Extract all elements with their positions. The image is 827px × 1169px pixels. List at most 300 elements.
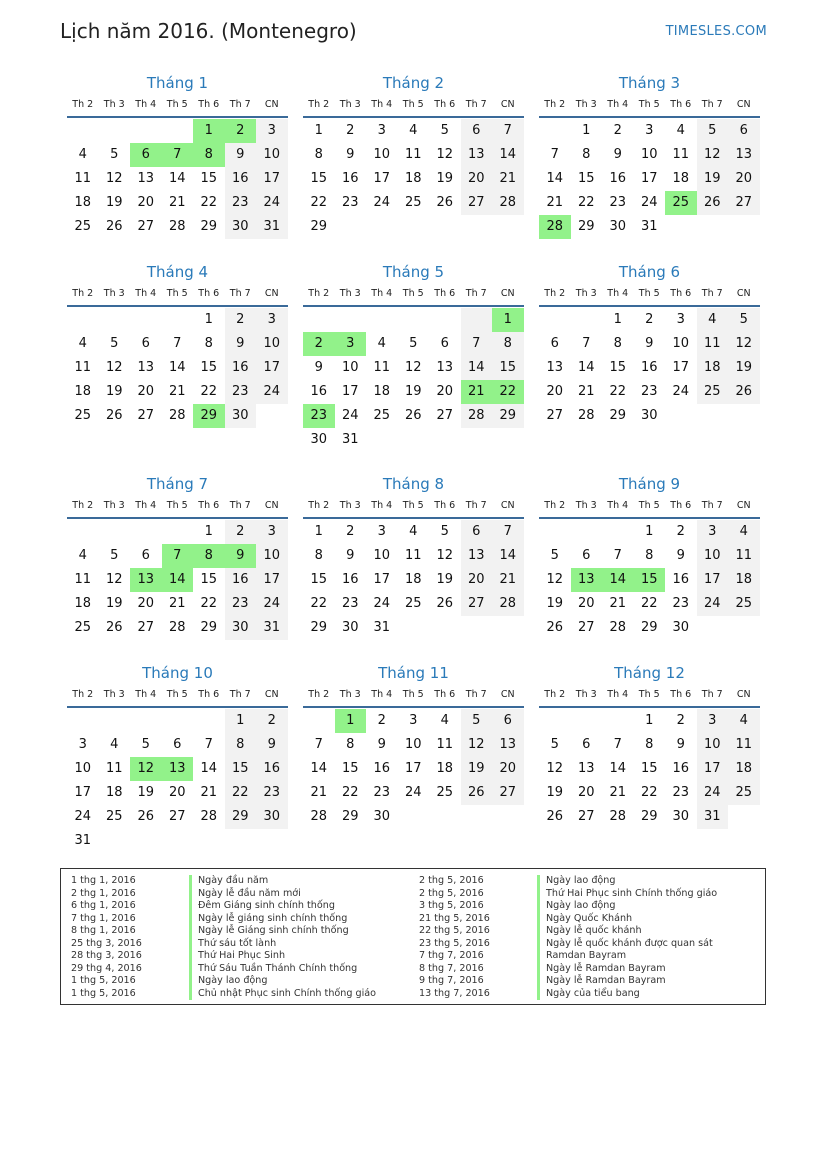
day-cell: 25 <box>404 195 422 210</box>
day-cell: 15 <box>310 572 328 587</box>
day-cell: 26 <box>697 191 729 215</box>
weekday-header <box>303 495 524 519</box>
legend-date: 23 thg 5, 2016 <box>419 937 490 949</box>
day-cell: 4 <box>409 524 418 539</box>
weekday-label: Th 3 <box>339 288 361 299</box>
day-cell: 6 <box>550 336 559 351</box>
day-cell: 7 <box>492 119 524 143</box>
day-cell: 14 <box>546 171 564 186</box>
empty-cell <box>461 428 493 452</box>
weekday-label: Th 3 <box>103 500 125 511</box>
day-cell: 10 <box>373 548 391 563</box>
day-cell: 19 <box>546 785 564 800</box>
empty-cell <box>366 428 398 452</box>
day-cell: 20 <box>436 384 454 399</box>
weekday-label: Th 3 <box>339 689 361 700</box>
day-cell: 29 <box>640 620 658 635</box>
day-cell: 26 <box>728 380 760 404</box>
day-cell: 6 <box>582 548 591 563</box>
day-cell: 16 <box>640 360 658 375</box>
day-cell: 14 <box>602 568 634 592</box>
weekday-label: Th 4 <box>607 689 629 700</box>
legend-holiday-name: Ngày lao động <box>537 900 615 913</box>
empty-cell <box>665 404 697 428</box>
weekday-label: Th 6 <box>434 288 456 299</box>
day-cell: 30 <box>341 620 359 635</box>
day-cell: 14 <box>492 544 524 568</box>
day-grid <box>303 308 524 452</box>
month-name: Tháng 9 <box>618 475 681 493</box>
weekday-label: Th 5 <box>402 500 424 511</box>
month-block <box>303 261 524 452</box>
empty-cell <box>99 709 131 733</box>
day-cell: 31 <box>256 215 288 239</box>
day-cell: 5 <box>440 123 449 138</box>
day-cell: 11 <box>74 171 92 186</box>
day-cell: 12 <box>728 332 760 356</box>
legend-holiday-name: Ngày lễ Ramdan Bayram <box>537 963 666 976</box>
day-cell: 13 <box>728 143 760 167</box>
empty-cell <box>162 308 194 332</box>
day-cell: 7 <box>314 737 323 752</box>
day-cell: 26 <box>137 809 155 824</box>
day-cell: 11 <box>404 147 422 162</box>
day-cell: 22 <box>200 596 218 611</box>
weekday-label: Th 4 <box>135 288 157 299</box>
weekday-label: Th 4 <box>371 500 393 511</box>
month-name: Tháng 10 <box>142 664 213 682</box>
day-cell: 2 <box>676 713 685 728</box>
weekday-label: Th 5 <box>402 689 424 700</box>
day-cell: 6 <box>141 548 150 563</box>
day-cell: 14 <box>200 761 218 776</box>
day-cell: 26 <box>461 781 493 805</box>
day-cell: 24 <box>256 191 288 215</box>
day-cell: 24 <box>373 195 391 210</box>
day-cell: 3 <box>697 520 729 544</box>
empty-cell <box>665 215 697 239</box>
weekday-label: Th 3 <box>575 288 597 299</box>
legend-holiday-name: Ngày lễ quốc khánh được quan sát <box>537 938 713 951</box>
day-cell: 27 <box>492 781 524 805</box>
day-cell: 9 <box>225 143 257 167</box>
weekday-label: Th 4 <box>607 99 629 110</box>
empty-cell <box>571 520 603 544</box>
day-cell: 1 <box>204 524 213 539</box>
day-cell: 3 <box>409 713 418 728</box>
weekday-label: Th 3 <box>575 500 597 511</box>
day-cell: 2 <box>377 713 386 728</box>
month-name: Tháng 6 <box>618 263 681 281</box>
weekday-header <box>303 283 524 307</box>
month-name: Tháng 11 <box>378 664 449 682</box>
weekday-label: Th 6 <box>198 288 220 299</box>
weekday-label: CN <box>500 500 515 511</box>
day-cell: 9 <box>676 548 685 563</box>
weekday-label: Th 5 <box>166 689 188 700</box>
day-cell: 12 <box>130 757 162 781</box>
month-block <box>303 662 524 829</box>
day-cell: 8 <box>225 733 257 757</box>
empty-cell <box>728 404 760 428</box>
day-cell: 12 <box>105 572 123 587</box>
weekday-label: Th 3 <box>339 99 361 110</box>
day-cell: 9 <box>377 737 386 752</box>
day-cell: 13 <box>577 761 595 776</box>
weekday-label: Th 2 <box>544 500 566 511</box>
weekday-header <box>539 283 760 307</box>
empty-cell <box>429 616 461 640</box>
day-cell: 16 <box>225 356 257 380</box>
weekday-label: Th 5 <box>166 288 188 299</box>
day-cell: 4 <box>409 123 418 138</box>
day-cell: 4 <box>377 336 386 351</box>
day-cell: 13 <box>461 143 493 167</box>
weekday-label: Th 4 <box>607 500 629 511</box>
weekday-label: Th 2 <box>72 99 94 110</box>
day-cell: 14 <box>310 761 328 776</box>
day-cell: 1 <box>204 312 213 327</box>
day-cell: 16 <box>341 572 359 587</box>
weekday-label: Th 5 <box>638 288 660 299</box>
weekday-label: Th 6 <box>670 500 692 511</box>
day-cell: 4 <box>78 336 87 351</box>
weekday-label: Th 3 <box>103 99 125 110</box>
day-cell: 17 <box>341 384 359 399</box>
day-cell: 27 <box>728 191 760 215</box>
day-cell: 22 <box>310 596 328 611</box>
day-cell: 24 <box>74 809 92 824</box>
day-cell: 21 <box>577 384 595 399</box>
day-cell: 5 <box>697 119 729 143</box>
weekday-header <box>539 94 760 118</box>
day-grid <box>539 520 760 640</box>
day-cell: 2 <box>346 123 355 138</box>
day-cell: 8 <box>645 737 654 752</box>
day-cell: 28 <box>539 215 571 239</box>
weekday-label: Th 7 <box>465 500 487 511</box>
weekday-label: Th 6 <box>434 99 456 110</box>
day-cell: 1 <box>582 123 591 138</box>
day-cell: 27 <box>461 191 493 215</box>
day-cell: 3 <box>78 737 87 752</box>
day-cell: 14 <box>168 360 186 375</box>
weekday-label: Th 6 <box>198 689 220 700</box>
weekday-label: Th 4 <box>371 689 393 700</box>
day-cell: 12 <box>436 548 454 563</box>
day-cell: 5 <box>550 737 559 752</box>
weekday-label: CN <box>736 99 751 110</box>
empty-cell <box>492 428 524 452</box>
day-cell: 23 <box>640 384 658 399</box>
day-cell: 16 <box>256 757 288 781</box>
day-cell: 28 <box>168 219 186 234</box>
day-cell: 17 <box>697 568 729 592</box>
day-cell: 23 <box>303 404 335 428</box>
day-cell: 18 <box>728 757 760 781</box>
day-cell: 7 <box>173 336 182 351</box>
day-cell: 26 <box>436 596 454 611</box>
day-cell: 11 <box>74 572 92 587</box>
empty-cell <box>398 428 430 452</box>
day-cell: 10 <box>341 360 359 375</box>
weekday-label: Th 4 <box>371 288 393 299</box>
legend-holiday-name: Ramdan Bayram <box>537 950 626 963</box>
legend-holiday-name: Ngày của tiểu bang <box>537 988 640 1001</box>
day-cell: 4 <box>728 709 760 733</box>
weekday-header <box>303 684 524 708</box>
day-cell: 17 <box>697 757 729 781</box>
day-cell: 10 <box>697 733 729 757</box>
empty-cell <box>728 616 760 640</box>
weekday-label: Th 4 <box>135 500 157 511</box>
day-cell: 21 <box>168 195 186 210</box>
weekday-label: Th 3 <box>103 689 125 700</box>
day-cell: 22 <box>225 781 257 805</box>
day-cell: 15 <box>492 356 524 380</box>
empty-cell <box>539 308 571 332</box>
day-grid <box>67 709 288 853</box>
legend-date: 25 thg 3, 2016 <box>71 937 142 949</box>
empty-cell <box>130 119 162 143</box>
weekday-label: Th 5 <box>638 689 660 700</box>
weekday-label: Th 5 <box>402 99 424 110</box>
day-cell: 22 <box>577 195 595 210</box>
legend-holiday-name: Ngày lễ quốc khánh <box>537 925 642 938</box>
day-cell: 12 <box>546 572 564 587</box>
legend-date: 8 thg 1, 2016 <box>71 925 136 936</box>
day-cell: 30 <box>225 404 257 428</box>
day-cell: 14 <box>162 568 194 592</box>
empty-cell <box>366 308 398 332</box>
day-cell: 12 <box>546 761 564 776</box>
day-cell: 14 <box>168 171 186 186</box>
day-cell: 19 <box>404 384 422 399</box>
day-cell: 18 <box>404 171 422 186</box>
day-cell: 1 <box>314 524 323 539</box>
legend-date: 7 thg 1, 2016 <box>71 912 136 924</box>
weekday-label: CN <box>736 689 751 700</box>
empty-cell <box>99 119 131 143</box>
day-cell: 9 <box>613 147 622 162</box>
day-cell: 28 <box>609 809 627 824</box>
day-cell: 20 <box>461 568 493 592</box>
day-cell: 30 <box>672 620 690 635</box>
empty-cell <box>492 616 524 640</box>
legend-holiday-name: Ngày Quốc Khánh <box>537 913 632 926</box>
day-cell: 23 <box>672 785 690 800</box>
month-name: Tháng 3 <box>618 74 681 92</box>
month-block <box>67 662 288 853</box>
legend-date: 21 thg 5, 2016 <box>419 912 490 924</box>
day-cell: 9 <box>256 733 288 757</box>
day-cell: 7 <box>582 336 591 351</box>
weekday-label: Th 6 <box>670 99 692 110</box>
day-cell: 24 <box>341 408 359 423</box>
day-cell: 24 <box>256 380 288 404</box>
day-cell: 5 <box>110 336 119 351</box>
weekday-label: CN <box>500 99 515 110</box>
day-cell: 7 <box>492 520 524 544</box>
empty-cell <box>162 709 194 733</box>
day-cell: 24 <box>404 785 422 800</box>
empty-cell <box>697 404 729 428</box>
day-cell: 10 <box>256 544 288 568</box>
empty-cell <box>99 829 131 853</box>
day-cell: 17 <box>256 356 288 380</box>
weekday-label: Th 7 <box>701 689 723 700</box>
day-cell: 23 <box>341 195 359 210</box>
day-cell: 21 <box>200 785 218 800</box>
day-cell: 13 <box>546 360 564 375</box>
day-cell: 27 <box>137 620 155 635</box>
day-cell: 16 <box>672 761 690 776</box>
month-block <box>67 473 288 640</box>
day-cell: 1 <box>645 713 654 728</box>
day-cell: 15 <box>310 171 328 186</box>
day-grid <box>539 308 760 428</box>
day-cell: 12 <box>105 360 123 375</box>
empty-cell <box>67 308 99 332</box>
day-cell: 24 <box>672 384 690 399</box>
weekday-header <box>303 94 524 118</box>
month-block <box>539 662 760 829</box>
day-cell: 6 <box>461 520 493 544</box>
day-cell: 12 <box>461 733 493 757</box>
legend-holiday-name: Ngày lễ giáng sinh chính thống <box>189 913 347 926</box>
day-cell: 23 <box>672 596 690 611</box>
month-name: Tháng 2 <box>382 74 445 92</box>
day-cell: 31 <box>697 805 729 829</box>
empty-cell <box>67 119 99 143</box>
legend-date: 7 thg 7, 2016 <box>419 950 484 961</box>
empty-cell <box>398 215 430 239</box>
day-cell: 29 <box>640 809 658 824</box>
day-grid <box>303 119 524 239</box>
day-cell: 22 <box>200 384 218 399</box>
day-cell: 30 <box>225 215 257 239</box>
empty-cell <box>461 308 493 332</box>
day-cell: 8 <box>346 737 355 752</box>
month-name: Tháng 7 <box>146 475 209 493</box>
day-cell: 14 <box>461 356 493 380</box>
day-cell: 5 <box>141 737 150 752</box>
day-cell: 2 <box>256 709 288 733</box>
day-cell: 15 <box>640 761 658 776</box>
legend-date: 2 thg 5, 2016 <box>419 875 484 886</box>
day-cell: 8 <box>193 143 225 167</box>
day-cell: 12 <box>697 143 729 167</box>
weekday-label: Th 3 <box>575 689 597 700</box>
day-cell: 6 <box>440 336 449 351</box>
day-cell: 27 <box>168 809 186 824</box>
weekday-label: Th 5 <box>638 500 660 511</box>
weekday-label: Th 2 <box>544 99 566 110</box>
day-cell: 10 <box>256 143 288 167</box>
day-cell: 23 <box>373 785 391 800</box>
day-cell: 8 <box>492 332 524 356</box>
day-cell: 14 <box>577 360 595 375</box>
day-cell: 30 <box>373 809 391 824</box>
legend-holiday-name: Thứ Hai Phục Sinh <box>189 950 285 963</box>
site-brand-link[interactable]: TIMESLES.COM <box>665 24 767 39</box>
day-grid <box>67 520 288 640</box>
day-cell: 11 <box>697 332 729 356</box>
day-cell: 13 <box>571 568 603 592</box>
day-grid <box>539 119 760 239</box>
day-cell: 25 <box>436 785 454 800</box>
weekday-header <box>67 684 288 708</box>
day-cell: 2 <box>225 119 257 143</box>
weekday-label: Th 6 <box>198 500 220 511</box>
legend-date: 29 thg 4, 2016 <box>71 962 142 974</box>
day-cell: 17 <box>256 568 288 592</box>
day-cell: 27 <box>546 408 564 423</box>
day-cell: 15 <box>200 360 218 375</box>
day-cell: 23 <box>225 191 257 215</box>
empty-cell <box>461 215 493 239</box>
day-cell: 18 <box>74 195 92 210</box>
day-cell: 30 <box>640 408 658 423</box>
empty-cell <box>67 520 99 544</box>
weekday-label: CN <box>264 288 279 299</box>
day-cell: 18 <box>697 356 729 380</box>
weekday-label: Th 7 <box>229 500 251 511</box>
day-cell: 2 <box>676 524 685 539</box>
day-cell: 8 <box>193 544 225 568</box>
legend-holiday-name: Ngày lao động <box>537 875 615 888</box>
day-cell: 8 <box>582 147 591 162</box>
day-cell: 2 <box>346 524 355 539</box>
empty-cell <box>162 520 194 544</box>
day-cell: 30 <box>310 432 328 447</box>
day-cell: 12 <box>436 147 454 162</box>
day-cell: 24 <box>640 195 658 210</box>
day-cell: 15 <box>634 568 666 592</box>
empty-cell <box>99 308 131 332</box>
day-cell: 28 <box>200 809 218 824</box>
day-cell: 13 <box>461 544 493 568</box>
day-cell: 19 <box>105 195 123 210</box>
day-cell: 16 <box>672 572 690 587</box>
month-block <box>539 473 760 640</box>
empty-cell <box>225 829 257 853</box>
day-cell: 8 <box>613 336 622 351</box>
day-cell: 30 <box>225 616 257 640</box>
legend-date: 1 thg 1, 2016 <box>71 875 136 886</box>
legend-date: 9 thg 7, 2016 <box>419 975 484 986</box>
day-cell: 27 <box>137 408 155 423</box>
day-cell: 26 <box>105 219 123 234</box>
month-block <box>303 72 524 239</box>
day-cell: 2 <box>225 520 257 544</box>
day-cell: 14 <box>609 761 627 776</box>
weekday-header <box>67 94 288 118</box>
day-cell: 19 <box>105 384 123 399</box>
day-cell: 20 <box>577 785 595 800</box>
day-cell: 11 <box>728 733 760 757</box>
day-cell: 22 <box>310 195 328 210</box>
weekday-label: Th 2 <box>544 288 566 299</box>
day-cell: 30 <box>672 809 690 824</box>
day-cell: 18 <box>74 384 92 399</box>
day-cell: 13 <box>162 757 194 781</box>
day-cell: 6 <box>582 737 591 752</box>
weekday-label: Th 2 <box>308 99 330 110</box>
day-grid <box>303 520 524 640</box>
weekday-label: CN <box>264 689 279 700</box>
day-cell: 16 <box>373 761 391 776</box>
